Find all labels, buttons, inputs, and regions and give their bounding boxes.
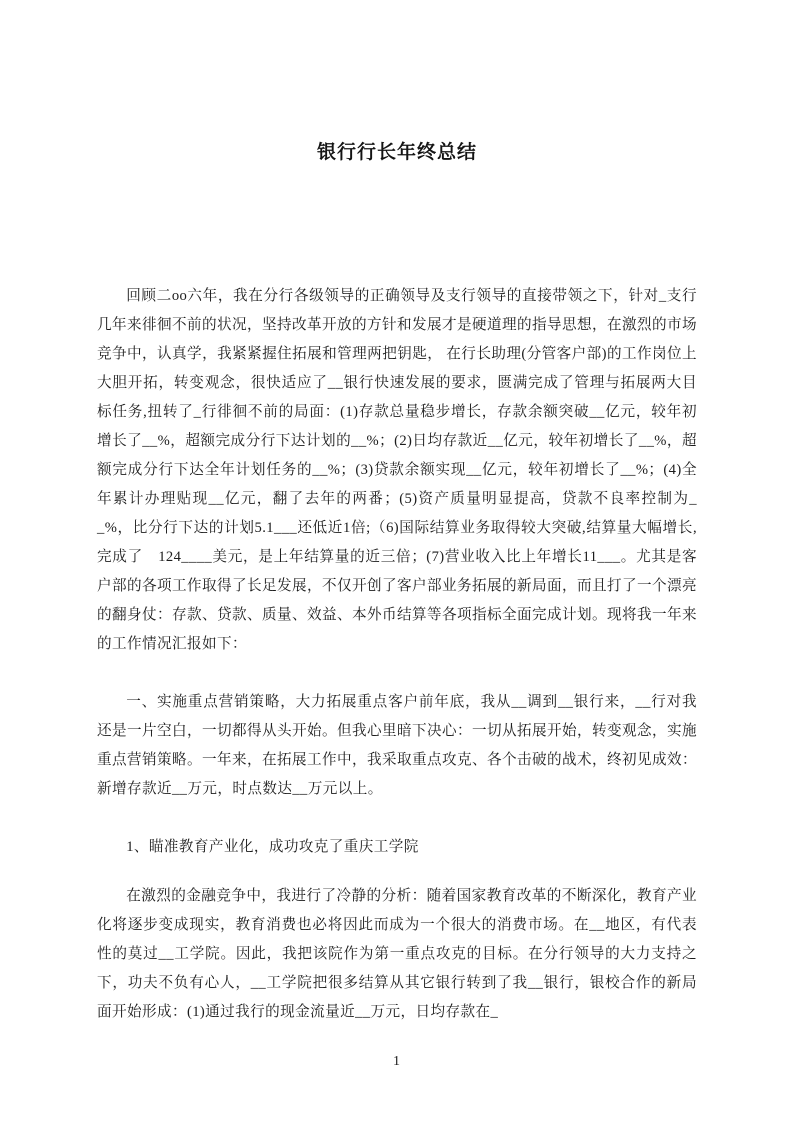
document-body bbox=[97, 282, 697, 1027]
document-content bbox=[97, 0, 697, 1056]
paragraph-education-analysis: 在激烈的金融竞争中，我进行了冷静的分析：随着国家教育改革的不断深化，教育产业化将逐步变成现实，教育消费也必将因此而成为一个很大的消费市场。在__地区，有代表性的莫过__工学院。因此，我把该院作为第一重点攻克的目标。在分行领导的大力支持之下，功夫不负有心人，__工学院把很多结算从其它银行转到了我__银行，银校合作的新局面开始形成：(1)通过我行的现金流量近__万元，日均存款在_ bbox=[97, 888, 697, 1020]
paragraph-section-one: 一、实施重点营销策略，大力拓展重点客户前年底，我从__调到__银行来，__行对我还是一片空白，一切都得从头开始。但我心里暗下决心：一切从拓展开始，转变观念，实施重点营销策略。一年来，在拓展工作中，我采取重点攻克、各个击破的战术，终初见成效：新增存款近__万元，时点数达__万元以上。 bbox=[97, 694, 697, 797]
paragraph-intro-summary: 回顾二oo六年，我在分行各级领导的正确领导及支行领导的直接带领之下，针对_支行几年来徘徊不前的状况，坚持改革开放的方针和发展才是硬道理的指导思想，在激烈的市场竞争中，认真学，我紧紧握住拓展和管理两把钥匙， 在行长助理(分管客户部)的工作岗位上大胆开拓，转变观念，很快适应了__银行快速发展的要求，匮满完成了管理与拓展两大目标任务,扭转了_行徘徊不前的局面：(1)存款总量稳步增长，存款余额突破__亿元，较年初增长了__%，超额完成分行下达计划的__%；(2)日均存款近__亿元，较年初增长了__%，超额完成分行下达全年计划任务的__%；(3)贷款余额实现__亿元，较年初增长了__%；(4)全年累计办理贴现__亿元，翻了去年的两番；(5)资产质量明显提高，贷款不良率控制为__%，比分行下达的计划5.1___还低近1倍;（6)国际结算业务取得较大突破,结算量大幅增长,完成了 124____美元，是上年结算量的近三倍；(7)营业收入比上年增长11___。尤其是客户部的各项工作取得了长足发展，不仅开创了客户部业务拓展的新局面，而且打了一个漂亮的翻身仗：存款、贷款、质量、效益、本外币结算等各项指标全面完成计划。现将我一年来的工作情况汇报如下： bbox=[97, 288, 697, 652]
document-title: 银行行长年终总结 bbox=[316, 142, 477, 163]
paragraph-subheading-education: 1、瞄准教育产业化，成功攻克了重庆工学院 bbox=[126, 839, 419, 855]
page-number: 1 bbox=[393, 1054, 400, 1069]
